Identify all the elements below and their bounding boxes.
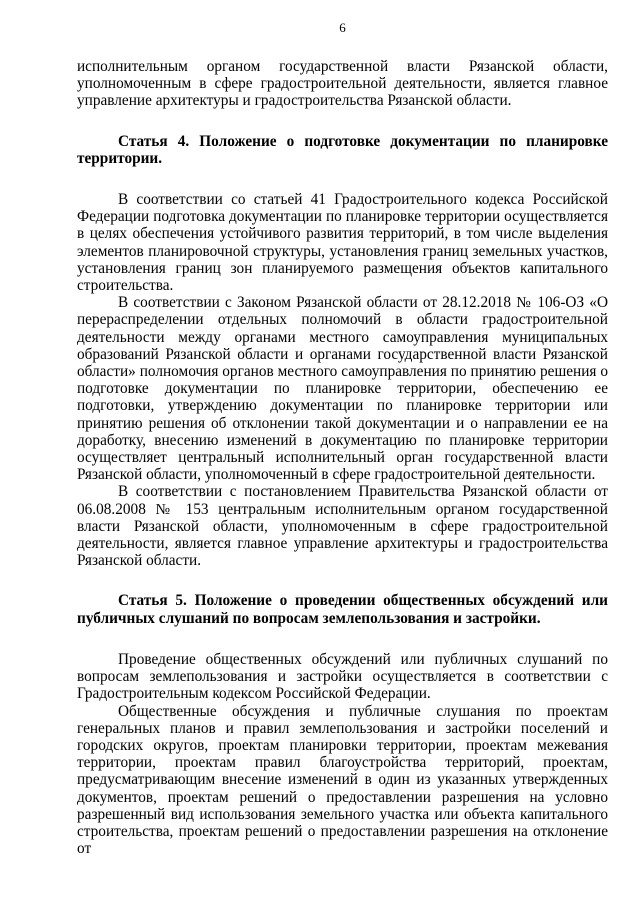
article-5-title: Статья 5. Положение о проведении общественных обсуждений или публичных слушаний по вопросам землепользования и застройки. [77, 592, 608, 627]
article-4-paragraph-2: В соответствии с Законом Рязанской области от 28.12.2018 № 106-ОЗ «О перераспределении отдельных полномочий в области градостроительной деятельности между органами местного самоуправления муниципальных образований Рязанской области и органами государственной власти Рязанской области» полномочия органов местного самоуправления по принятию решения о подготовке документации по планировке территории, обеспечению ее подготовки, утверждению документации по планировке территории или принятию решения об отклонении такой документации и о направлении ее на доработку, внесению изменений в документацию по планировке территории осуществляет центральный исполнительный орган государственной власти Рязанской области, уполномоченный в сфере градостроительной деятельности. [77, 294, 608, 484]
page-number: 6 [339, 20, 346, 35]
article-4-title: Статья 4. Положение о подготовке документации по планировке территории. [77, 132, 608, 167]
intro-paragraph: исполнительным органом государственной власти Рязанской области, уполномоченным в сфере градостроительной деятельности, является главное управление архитектуры и градостроительства Рязанской области. [77, 58, 608, 110]
article-5-paragraph-1: Проведение общественных обсуждений или публичных слушаний по вопросам землепользования и застройки осуществляется в соответствии с Градостроительным кодексом Российской Федерации. [77, 650, 608, 703]
article-4-paragraph-1: В соответствии со статьей 41 Градостроительного кодекса Российской Федерации подготовка документации по планировке территории осуществляется в целях обеспечения устойчивого развития территорий, в том числе выделения элементов планировочной структуры, установления границ земельных участков, установления границ зон планируемого размещения объектов капитального строительства. [77, 191, 608, 295]
article-4-paragraph-3: В соответствии с постановлением Правительства Рязанской области от 06.08.2008 № 153 центральным исполнительным органом государственной власти Рязанской области, уполномоченным в сфере градостроительной деятельности, является главное управление архитектуры и градостроительства Рязанской области. [77, 483, 608, 570]
article-5-paragraph-2: Общественные обсуждения и публичные слушания по проектам генеральных планов и правил землепользования и застройки поселений и городских округов, проектам планировки территории, проектам межевания территории, проектам правил благоустройства территорий, проектам, предусматривающим внесение изменений в один из указанных утвержденных документов, проектам решений о предоставлении разрешения на условно разрешенный вид использования земельного участка или объекта капитального строительства, проектам решений о предоставлении разрешения на отклонение от [77, 702, 608, 858]
